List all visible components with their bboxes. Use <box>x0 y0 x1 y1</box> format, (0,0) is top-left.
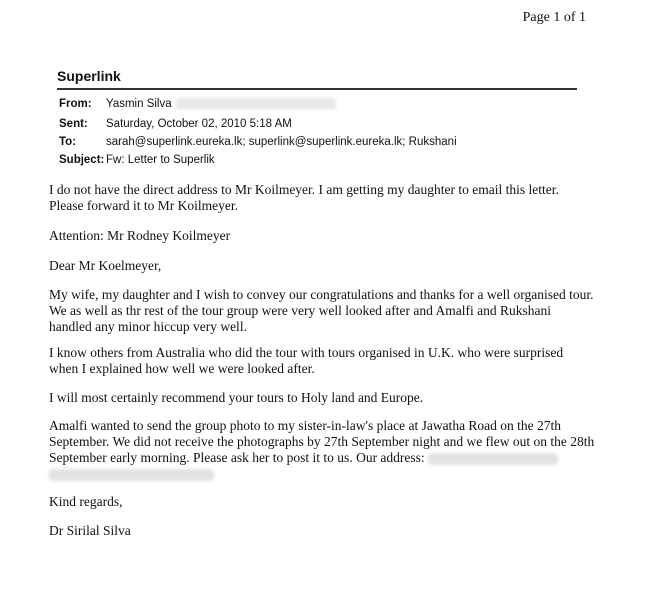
subject-row <box>59 154 215 166</box>
photo-line-4 <box>49 466 609 482</box>
attention-line <box>49 228 609 244</box>
salutation <box>49 258 609 274</box>
sent-value: Saturday, October 02, 2010 5:18 AM <box>106 118 292 130</box>
to-label: To: <box>59 136 77 148</box>
header-divider <box>57 88 577 90</box>
photo-line-3 <box>49 450 609 466</box>
closing <box>49 494 609 510</box>
australia-line-2: when I explained how well we were looked after. <box>49 361 315 376</box>
intro-line-1: I do not have the direct address to Mr Koilmeyer. I am getting my daughter to email this letter. <box>49 182 559 197</box>
redacted-email <box>176 98 336 109</box>
australia-line-1: I know others from Australia who did the tour with tours organised in U.K. who were surprised <box>49 345 564 360</box>
intro-line-2: Please forward it to Mr Koilmeyer. <box>49 198 238 213</box>
sent-row <box>59 118 292 130</box>
paragraph-thanks <box>49 287 609 335</box>
thanks-line-1: My wife, my daughter and I wish to convey our congratulations and thanks for a well organised tour. <box>49 287 594 302</box>
signature <box>49 523 609 539</box>
photo-line-1: Amalfi wanted to send the group photo to my sister-in-law's place at Jawatha Road on the 27th <box>49 418 562 433</box>
photo-line-3-text: September early morning. Please ask her to post it to us. Our address: <box>49 450 425 465</box>
page-number: Page 1 of 1 <box>522 10 586 25</box>
organization-name: Superlink <box>57 68 121 84</box>
from-label: From: <box>59 98 92 110</box>
thanks-line-3: handled any minor hiccup very well. <box>49 319 247 334</box>
paragraph-photo <box>49 418 609 482</box>
thanks-line-2: We as well as thr rest of the tour group were very well looked after and Amalfi and Rukshani <box>49 303 552 318</box>
closing-text: Kind regards, <box>49 494 123 509</box>
salutation-text: Dear Mr Koelmeyer, <box>49 258 162 273</box>
signature-text: Dr Sirilal Silva <box>49 523 131 538</box>
paragraph-australia <box>49 345 609 377</box>
photo-line-2: September. We did not receive the photographs by 27th September night and we flew out on the 28th <box>49 434 595 449</box>
sent-label: Sent: <box>59 118 88 130</box>
redacted-address <box>428 453 558 465</box>
from-row <box>59 98 336 110</box>
to-row <box>59 136 457 148</box>
from-value: Yasmin Silva <box>106 98 172 110</box>
to-value: sarah@superlink.eureka.lk; superlink@superlink.eureka.lk; Rukshani <box>106 136 457 148</box>
subject-value: Fw: Letter to Superlik <box>106 154 215 166</box>
redacted-address-continued <box>49 469 214 481</box>
recommend-text: I will most certainly recommend your tours to Holy land and Europe. <box>49 390 424 405</box>
attention-text: Attention: Mr Rodney Koilmeyer <box>49 228 231 243</box>
intro-paragraph <box>49 182 609 214</box>
paragraph-recommend <box>49 390 609 406</box>
subject-label: Subject: <box>59 154 105 166</box>
